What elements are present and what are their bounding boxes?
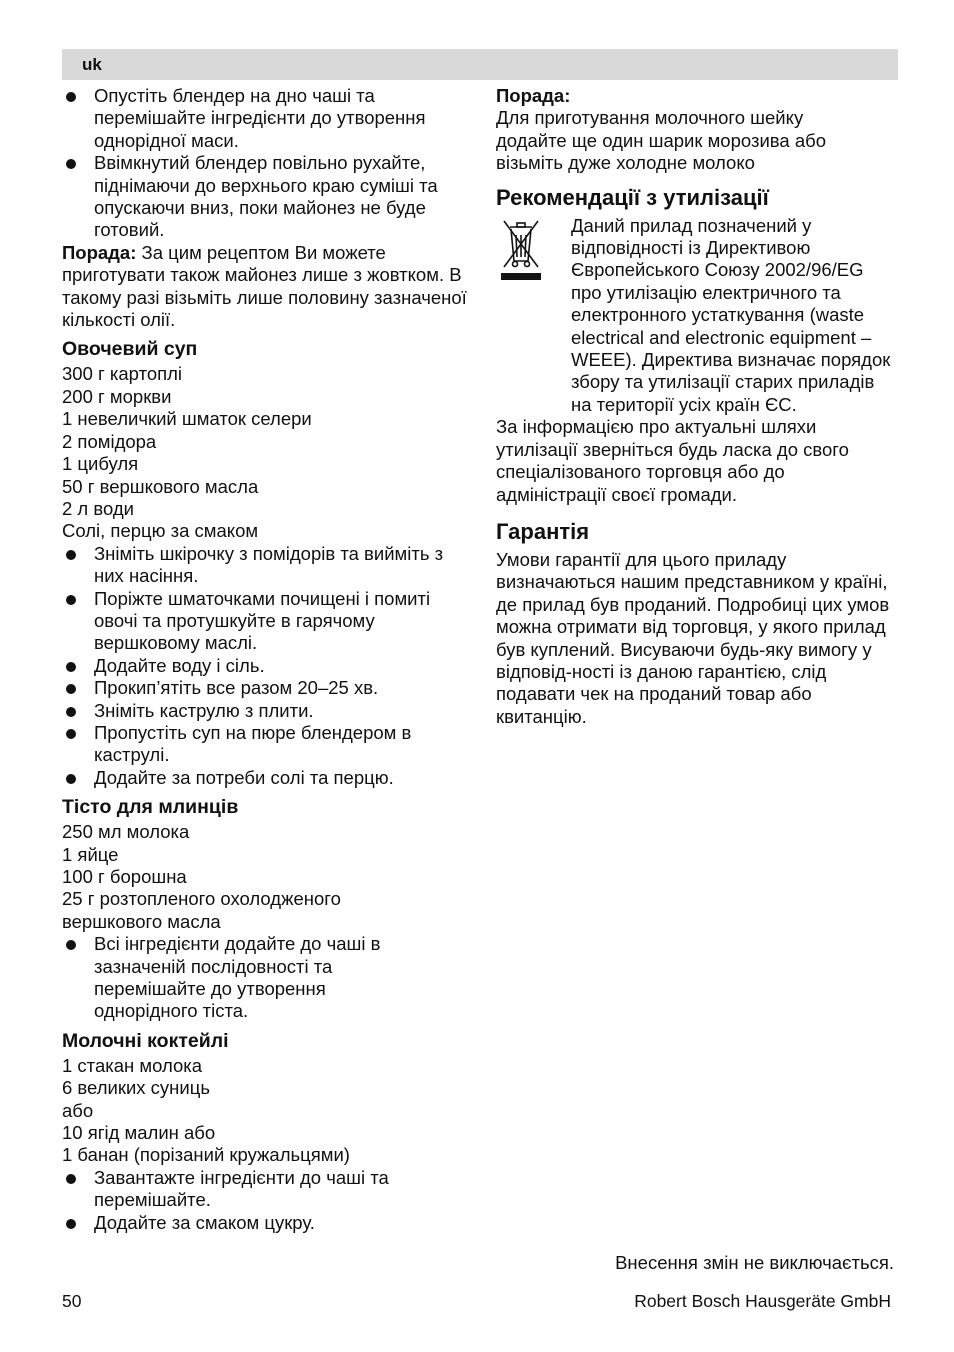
- ingredient-line: 200 г моркви: [62, 385, 172, 407]
- company-name: Robert Bosch Hausgeräte GmbH: [634, 1291, 891, 1311]
- soup-steps: [62, 543, 472, 789]
- ingredient-line: 50 г вершкового масла: [62, 475, 259, 497]
- list-item: Зніміть каструлю з плити.: [62, 700, 472, 722]
- left-column: [62, 85, 472, 1234]
- ingredient-line: 2 помідора: [62, 430, 157, 452]
- tip-label: Порада:: [62, 241, 137, 263]
- ingredient-line: 300 г картоплі: [62, 363, 183, 385]
- page-number: 50: [62, 1291, 82, 1311]
- mayonnaise-steps: [62, 85, 472, 242]
- list-item: Додайте воду і сіль.: [62, 655, 472, 677]
- ingredient-line: 1 стакан молока: [62, 1054, 203, 1076]
- list-item: Поріжте шматочками почищені і помиті овочі та протушкуйте в гарячому вершковому маслі.: [62, 588, 472, 655]
- mayonnaise-tip: [62, 242, 472, 332]
- milkshake-tip-label: Порада:: [496, 85, 571, 106]
- ingredient-line: 1 яйце: [62, 843, 119, 865]
- ingredient-line: 25 г розтопленого охолодженого вершкового масла: [62, 888, 341, 932]
- ingredient-line: 250 мл молока: [62, 821, 190, 843]
- ingredient-line: Солі, перцю за смаком: [62, 520, 259, 542]
- ingredient-line: 1 цибуля: [62, 453, 139, 475]
- milkshake-heading: Молочні коктейлі: [62, 1029, 229, 1052]
- list-item: Додайте за потреби солі та перцю.: [62, 767, 472, 789]
- list-item: Всі інгредієнти додайте до чаші в зазначеній послідовності та перемішайте до утворення однорідного тіста.: [62, 933, 394, 1023]
- list-item: Зніміть шкірочку з помідорів та вийміть з них насіння.: [62, 543, 472, 588]
- soup-ingredients: [62, 363, 472, 542]
- ingredient-line: 1 банан (порізаний кружальцями): [62, 1144, 350, 1166]
- list-item: Прокип’ятіть все разом 20–25 хв.: [62, 677, 472, 699]
- list-item: Ввімкнутий блендер повільно рухайте, піднімаючи до верхнього краю суміші та опускаючи вниз, поки майонез не буде готовий.: [62, 152, 472, 242]
- pancake-steps: [62, 933, 472, 1023]
- ingredient-line: 100 г борошна: [62, 866, 187, 887]
- language-code: uk: [82, 55, 102, 74]
- disposal-info: За інформацією про актуальні шляхи утилізації зверніться будь ласка до свого спеціалізованого торговця або до адміністрації своєї громади.: [496, 416, 849, 505]
- right-column: [496, 85, 898, 728]
- list-item: Пропустіть суп на пюре блендером в каструлі.: [62, 722, 472, 767]
- crossed-out-wheelie-bin-icon: [496, 215, 556, 417]
- ingredient-line: 1 невеличкий шматок селери: [62, 408, 312, 430]
- weee-block: [496, 215, 898, 417]
- milkshake-tip-text: Для приготування молочного шейку додайте ще один шарик морозива або візьміть дуже холодне молоко: [496, 107, 827, 174]
- tip-text: За цим рецептом Ви можете приготувати також майонез лише з жовтком. В такому разі візьміть лише половину зазначеної кількості олії.: [62, 241, 467, 331]
- milkshake-ingredients: [62, 1055, 472, 1167]
- disposal-heading: Рекомендації з утилізації: [496, 184, 769, 210]
- ingredient-line: 2 л води: [62, 497, 134, 519]
- list-item: Завантажте інгредієнти до чаші та перемішайте.: [62, 1167, 404, 1212]
- soup-heading: Овочевий суп: [62, 338, 198, 361]
- ingredient-line: або: [62, 1099, 94, 1121]
- language-header-bar: [62, 49, 898, 80]
- pancake-ingredients: [62, 821, 472, 933]
- warranty-text: Умови гарантії для цього приладу визначаються нашим представником у країні, де прилад був проданий. Подробиці цих умов можна отримати від торговця, у якого прилад був куплений. Висуваючи будь-яку вимогу у відповід-ності із даною гарантією, слід подавати чек на проданий товар або квитанцію.: [496, 548, 890, 727]
- ingredient-line: 10 ягід малин або: [62, 1122, 216, 1144]
- ingredient-line: 6 великих суниць: [62, 1077, 210, 1099]
- pancake-heading: Тісто для млинців: [62, 796, 239, 819]
- list-item: Додайте за смаком цукру.: [62, 1212, 472, 1234]
- warranty-heading: Гарантія: [496, 518, 590, 544]
- list-item: Опустіть блендер на дно чаші та перемішайте інгредієнти до утворення однорідної маси.: [62, 85, 472, 152]
- disposal-text: Даний прилад позначений у відповідності із Директивою Європейського Союзу 2002/96/EG про утилізацію електричного та електронного устаткування (waste electrical and electronic equipment – WEEE). Директива визначає порядок збору та утилізації старих приладів на території усіх країн ЄС.: [571, 214, 891, 415]
- changes-reserved-note: Внесення змін не виключається.: [615, 1252, 894, 1273]
- milkshake-steps: [62, 1167, 472, 1234]
